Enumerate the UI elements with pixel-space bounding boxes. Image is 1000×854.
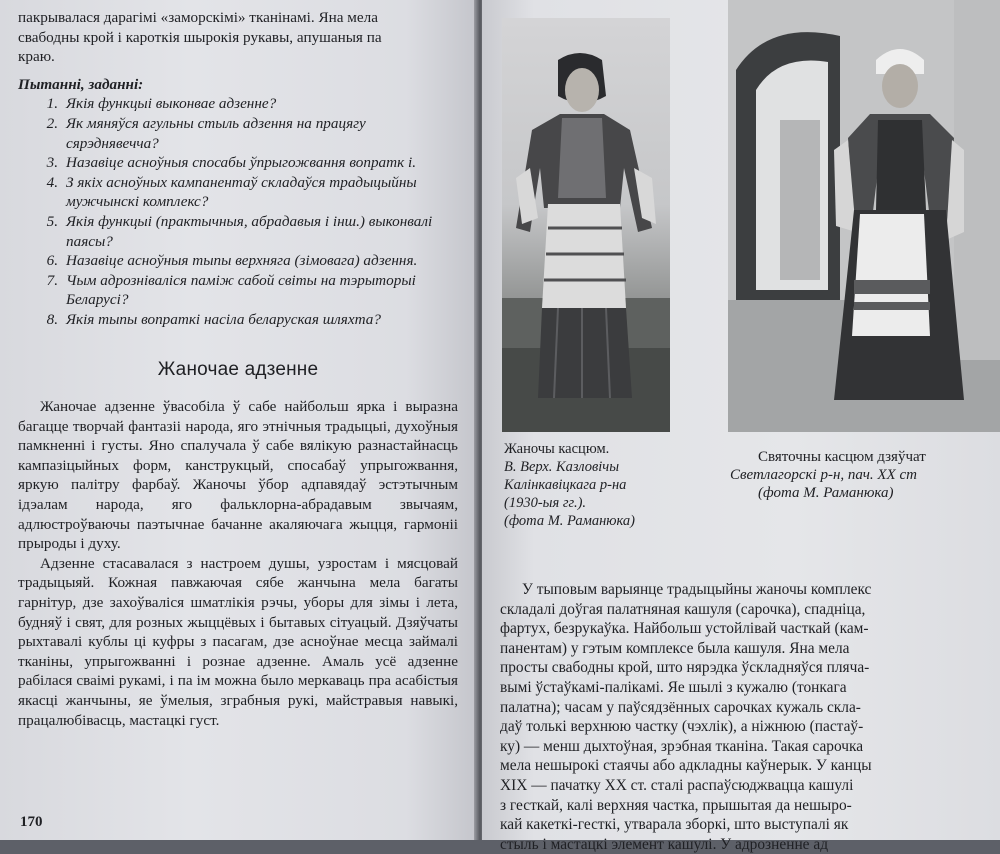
- question-item: 5. Якія функцыі (практычныя, абрадавыя і інш.) выконвалі паясы?: [46, 212, 433, 250]
- text-line: даў толькі верхнюю частку (чэхлік), а ніжнюю (пастаў-: [500, 718, 864, 736]
- text-line: краю.: [18, 48, 55, 66]
- text-line: просты свабодны крой, што нярэдка ўскладняўся пляча-: [500, 659, 870, 677]
- text-line: кай какеткі-гесткі, утварала зборкі, што выступалі як: [500, 816, 849, 834]
- caption-date: (1930-ыя гг.).: [504, 495, 587, 511]
- photo-caption-right: [730, 448, 1000, 502]
- section-title: Жаночае адзенне: [157, 358, 319, 380]
- text-line: фартух, безрукаўка. Найбольш устойлівай часткай (кам-: [500, 620, 869, 638]
- question-item: 8. Якія тыпы вопраткі насіла беларуская шляхта?: [46, 310, 381, 328]
- girl-costume-illustration: [728, 0, 1000, 432]
- text-line: ку) — менш дыхтоўная, зрэбная тканіна. Такая сарочка: [500, 737, 864, 755]
- caption-place: Светлагорскі р-н, пач. XX ст: [730, 467, 917, 483]
- question-item: 3. Назавіце асноўныя спосабы ўпрыгожвання вопратк і.: [46, 154, 417, 172]
- page-number: 170: [20, 814, 43, 830]
- photo-caption-left: [504, 440, 704, 530]
- caption-place: Калінкавіцкага р-на: [504, 477, 627, 493]
- woman-costume-illustration: [502, 18, 670, 432]
- caption-place: В. Верх. Казловічы: [504, 459, 620, 475]
- folk-costume-photo: [502, 18, 670, 432]
- question-item: 1. Якія функцыі выконвае адзенне?: [46, 95, 277, 113]
- festive-costume-photo: [728, 0, 1000, 432]
- paragraph: Адзенне стасавалася з настроем душы, узростам і мясцовай традыцыяй. Кожная павжаючая сябе жанчына мела багаты гарнітур, дзе захоўваліся шматлікія рэчы, уборы для зімы і лета, будняў і свят, для розных жыццёвых і бытавых сітуацый. Дзяўчаты рыхтавалі кублы ці куфры з пасагам, дзе асноўнае месца займалі тканіны, упрыгожванні і рознае адзенне. Амаль усё адзенне рабілася сваімі рукамі, і па ім можна было меркаваць пра асабістыя якасці жанчыны, яе ўмелыя, зграбныя рукі, майстравыя навыкі, працалюбівасць, мастацкі густ.: [18, 554, 458, 729]
- text-line: У тыповым варыянце традыцыйны жаночы комплекс: [522, 581, 872, 598]
- text-line: вымі ўстаўкамі-палікамі. Яе шылі з кужалю (тонкага: [500, 678, 847, 696]
- caption-title: Святочны касцюм дзяўчат: [758, 449, 926, 465]
- text-line: стыль і мастацкі элемент кашулі. У адрозненне ад: [500, 835, 829, 853]
- text-line: пакрывалася дарагімі «заморскімі» тканінамі. Яна мела: [18, 9, 378, 26]
- caption-credit: (фота М. Раманюка): [758, 485, 894, 501]
- text-line: мела нешырокі стаячы або адкладны каўнерык. У канцы: [500, 757, 872, 775]
- question-item: 4. З якіх асноўных кампанентаў складаўся традыцыйны мужчынскі комплекс?: [46, 173, 417, 211]
- left-page-text: [18, 8, 458, 730]
- text-line: XIX — пачатку XX ст. сталі распаўсюджвацца кашулі: [500, 776, 854, 794]
- question-item: 7. Чым адрозніваліся паміж сабой світы на тэрыторыі Беларусі?: [46, 271, 416, 309]
- caption-title: Жаночы касцюм.: [504, 441, 610, 457]
- paragraph: Жаночае адзенне ўвасобіла ў сабе найбольш ярка і выразна багацце творчай фантазіі народа, яго этнічныя традыцыі, духоўныя памкненні і густы. Яно спалучала ў сабе вялікую разнастайнасць кампазіцыйных форм, канструкцый, спосабаў упрыгожвання, яркую палітру фарбаў. Жаночы ўбор адпавядаў эстэтычным ідэалам народа, яго фальклорна-абрадавым звычаям, адлюстроўваючы паэтычнае бачанне акаляючага жыцця, гармоніі прыроды і духу.: [18, 398, 458, 553]
- question-item: 2. Як мяняўся агульны стыль адзення на працягу сярэднявечча?: [46, 114, 366, 152]
- text-line: з гесткай, калі верхняя частка, прышытая да нешыро-: [500, 796, 852, 814]
- question-item: 6. Назавіце асноўныя тыпы верхняга (зімовага) адзення.: [46, 252, 418, 270]
- text-line: палатна); часам у паўсядзённых сарочках кужаль скла-: [500, 698, 861, 716]
- caption-credit: (фота М. Раманюка): [504, 513, 636, 529]
- text-line: складалі доўгая палатняная кашуля (сарочка), спадніца,: [500, 600, 866, 618]
- questions-list: [18, 94, 458, 329]
- questions-title: Пытанні, заданні:: [18, 75, 144, 93]
- left-page: [0, 0, 478, 840]
- text-line: свабодны крой і кароткія шырокія рукавы, апушаныя па: [18, 28, 382, 46]
- text-line: панентам) у гэтым комплексе была кашуля. Яна мела: [500, 639, 850, 657]
- right-page-body-text: [500, 580, 1000, 854]
